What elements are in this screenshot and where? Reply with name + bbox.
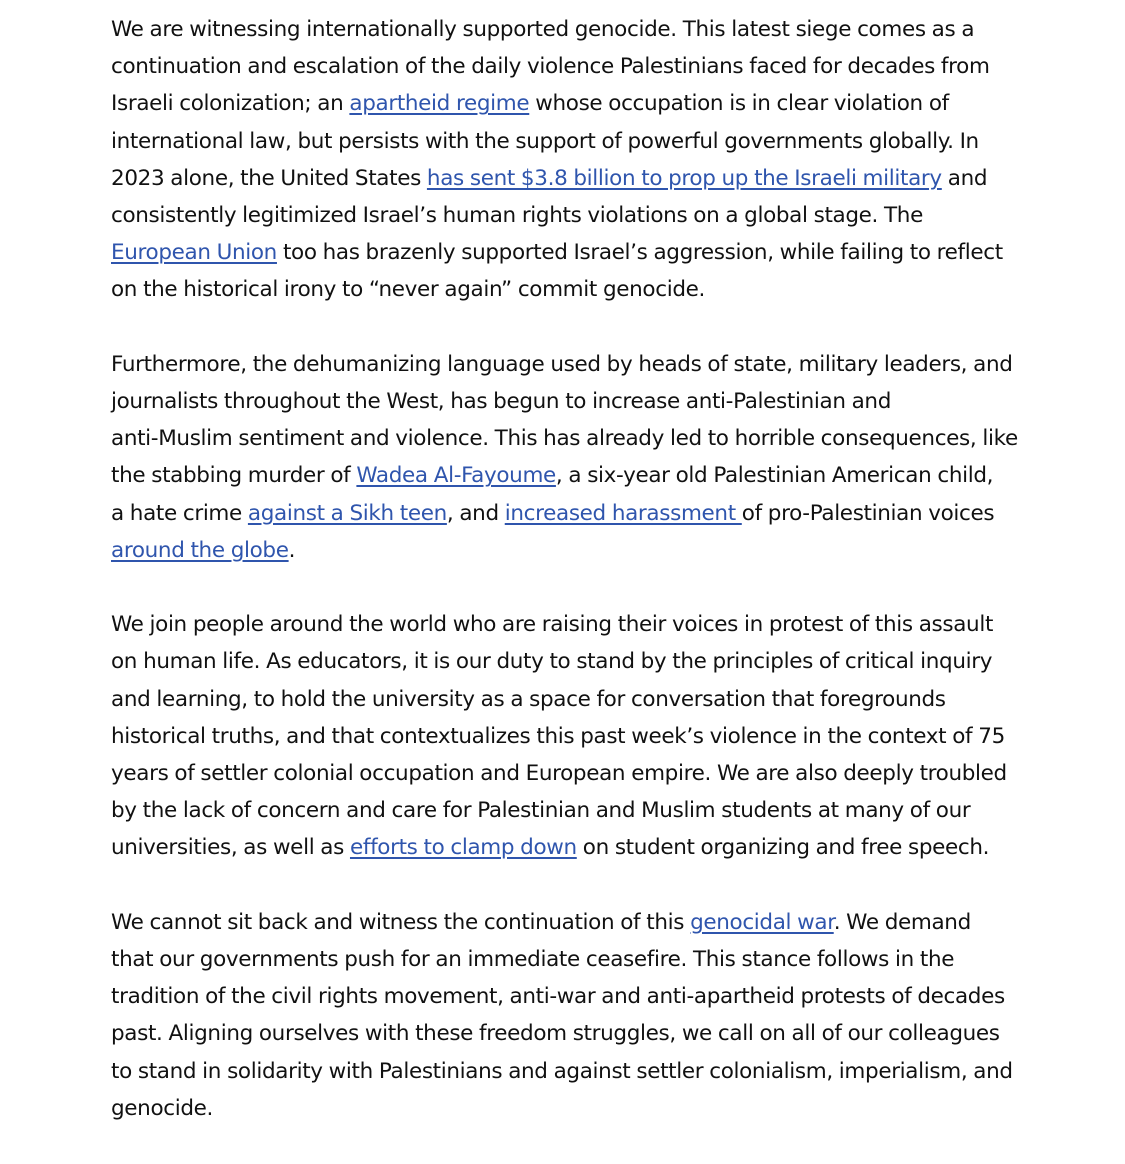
text-line [111, 383, 1051, 420]
text-run: journalists throughout the West, has begun to increase anti-Palestinian and [111, 389, 891, 415]
text-line [111, 48, 1051, 85]
text-line [111, 234, 1051, 271]
text-line [111, 904, 1051, 941]
text-line [111, 160, 1051, 197]
text-run: and [941, 165, 988, 191]
text-line [111, 1090, 1051, 1127]
text-run: . We demand [833, 909, 971, 935]
text-run: , and [446, 500, 505, 526]
text-line [111, 457, 1051, 494]
text-run: and learning, to hold the university as a space for conversation that foregrounds [111, 686, 946, 712]
text-line [111, 606, 1051, 643]
paragraph-3 [111, 606, 1051, 866]
text-run: that our governments push for an immediate ceasefire. This stance follows in the [111, 947, 955, 973]
link-around-the-globe[interactable]: around the globe [111, 537, 289, 563]
text-run: consistently legitimized Israel’s human rights violations on a global stage. The [111, 203, 923, 229]
text-line [111, 346, 1051, 383]
text-line [111, 755, 1051, 792]
text-run: We cannot sit back and witness the continuation of this [111, 909, 691, 935]
text-line [111, 792, 1051, 829]
text-run: We are witnessing internationally supported genocide. This latest siege comes as a [111, 17, 975, 42]
text-run: , a six-year old Palestinian American child, [555, 463, 994, 489]
text-run: on student organizing and free speech. [576, 835, 990, 861]
text-run: continuation and escalation of the daily violence Palestinians faced for decades from [111, 54, 990, 80]
text-run: universities, as well as [111, 835, 350, 861]
text-run: of pro-Palestinian voices [741, 500, 995, 526]
text-line [111, 420, 1051, 457]
text-run: whose occupation is in clear violation of [529, 91, 949, 117]
text-line [111, 11, 1051, 48]
text-run: 2023 alone, the United States [111, 165, 427, 191]
text-run: We join people around the world who are raising their voices in protest of this assault [111, 612, 994, 638]
text-line [111, 271, 1051, 308]
text-line [111, 532, 1051, 569]
text-line [111, 829, 1051, 866]
text-line [111, 978, 1051, 1015]
document-body [111, 11, 1051, 1164]
link-wadea-al-fayoume[interactable]: Wadea Al-Fayoume [356, 463, 556, 489]
text-run: tradition of the civil rights movement, anti-war and anti-apartheid protests of decades [111, 984, 1005, 1010]
text-line [111, 1053, 1051, 1090]
text-line [111, 123, 1051, 160]
text-run: past. Aligning ourselves with these freedom struggles, we call on all of our colleagues [111, 1021, 1000, 1047]
text-run: years of settler colonial occupation and European empire. We are also deeply troubled [111, 761, 1007, 787]
text-run: historical truths, and that contextualizes this past week’s violence in the context of 75 [111, 723, 1005, 749]
paragraph-1 [111, 11, 1051, 309]
text-run: on the historical irony to “never again” commit genocide. [111, 277, 705, 303]
text-line [111, 495, 1051, 532]
text-run: on human life. As educators, it is our duty to stand by the principles of critical inquiry [111, 649, 993, 675]
text-run: . [288, 537, 296, 563]
text-line [111, 718, 1051, 755]
text-line [111, 197, 1051, 234]
link-genocidal-war[interactable]: genocidal war [690, 909, 834, 935]
paragraph-2 [111, 346, 1051, 569]
link-against-sikh-teen[interactable]: against a Sikh teen [247, 500, 447, 526]
text-run: to stand in solidarity with Palestinians and against settler colonialism, imperialism, and [111, 1058, 1013, 1084]
paragraph-4 [111, 904, 1051, 1127]
text-run: Furthermore, the dehumanizing language used by heads of state, military leaders, and [111, 351, 1013, 377]
link-increased-harassment[interactable]: increased harassment [504, 500, 742, 526]
text-line [111, 85, 1051, 122]
text-line [111, 941, 1051, 978]
text-run: international law, but persists with the support of powerful governments globally. In [111, 128, 979, 154]
text-run: anti-Muslim sentiment and violence. This has already led to horrible consequences, like [111, 426, 1018, 452]
text-run: the stabbing murder of [111, 463, 357, 489]
text-run: Israeli colonization; an [111, 91, 350, 117]
text-run: a hate crime [111, 500, 248, 526]
text-line [111, 1015, 1051, 1052]
text-run: genocide. [111, 1095, 214, 1121]
text-line [111, 643, 1051, 680]
link-european-union[interactable]: European Union [111, 240, 277, 266]
text-run: by the lack of concern and care for Palestinian and Muslim students at many of our [111, 798, 971, 824]
link-apartheid-regime[interactable]: apartheid regime [349, 91, 530, 117]
link-us-military-aid[interactable]: has sent $3.8 billion to prop up the Israeli military [426, 165, 942, 191]
text-line [111, 681, 1051, 718]
text-run: too has brazenly supported Israel’s aggression, while failing to reflect [276, 240, 1003, 266]
link-efforts-to-clamp-down[interactable]: efforts to clamp down [349, 835, 577, 861]
